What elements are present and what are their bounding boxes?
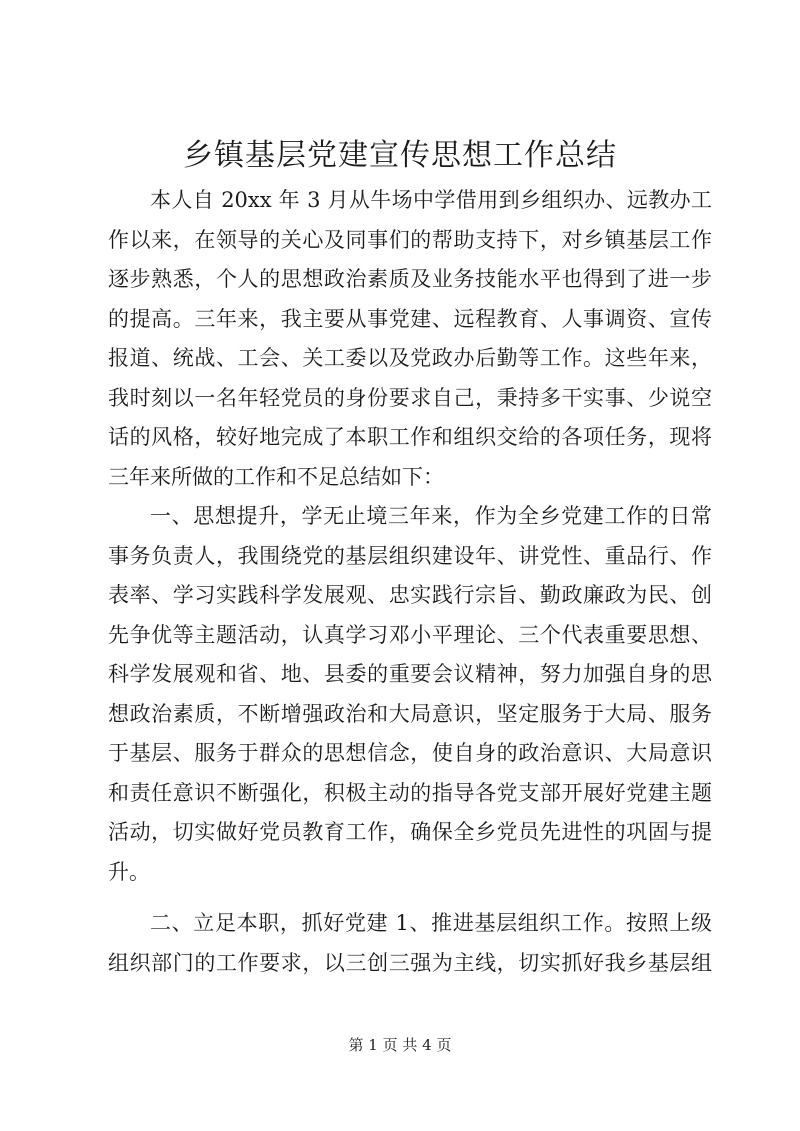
- text-line: 事务负责人，我围绕党的基层组织建设年、讲党性、重品行、作: [108, 543, 712, 568]
- text-line: 活动，切实做好党员教育工作，确保全乡党员先进性的巩固与提: [108, 820, 712, 844]
- text-line: 于基层、服务于群众的思想信念，使自身的政治意识、大局意识: [108, 741, 712, 765]
- document-title: 乡镇基层党建宣传思想工作总结: [183, 138, 617, 173]
- text-line: 话的风格，较好地完成了本职工作和组织交给的各项任务，现将: [108, 425, 712, 449]
- text-line: 想政治素质，不断增强政治和大局意识，坚定服务于大局、服务: [108, 701, 712, 726]
- page-number: 第 1 页 共 4 页: [348, 1036, 452, 1054]
- text-line: 组织部门的工作要求，以三创三强为主线，切实抓好我乡基层组: [108, 950, 712, 975]
- text-line: 作以来，在领导的关心及同事们的帮助支持下，对乡镇基层工作: [108, 227, 712, 252]
- text-line: 一、思想提升，学无止境三年来，作为全乡党建工作的日常: [150, 504, 712, 528]
- text-line: 二、立足本职，抓好党建 1、推进基层组织工作。按照上级: [150, 911, 712, 935]
- text-line: 三年来所做的工作和不足总结如下：: [108, 464, 444, 489]
- text-line: 我时刻以一名年轻党员的身份要求自己，秉持多干实事、少说空: [108, 385, 712, 410]
- text-line: 逐步熟悉，个人的思想政治素质及业务技能水平也得到了进一步: [108, 267, 712, 291]
- text-line: 升。: [108, 859, 150, 884]
- text-line: 先争优等主题活动，认真学习邓小平理论、三个代表重要思想、: [108, 622, 712, 647]
- text-line: 表率、学习实践科学发展观、忠实践行宗旨、勤政廉政为民、创: [108, 583, 712, 607]
- paragraph-gap: [108, 892, 712, 904]
- text-line: 本人自 20xx 年 3 月从牛场中学借用到乡组织办、远教办工: [150, 188, 712, 212]
- text-line: 报道、统战、工会、关工委以及党政办后勤等工作。这些年来，: [108, 346, 712, 370]
- text-line: 科学发展观和省、地、县委的重要会议精神，努力加强自身的思: [108, 662, 712, 686]
- text-line: 的提高。三年来，我主要从事党建、远程教育、人事调资、宣传: [108, 306, 712, 331]
- document-body: [108, 181, 712, 983]
- text-line: 和责任意识不断强化，积极主动的指导各党支部开展好党建主题: [108, 780, 712, 805]
